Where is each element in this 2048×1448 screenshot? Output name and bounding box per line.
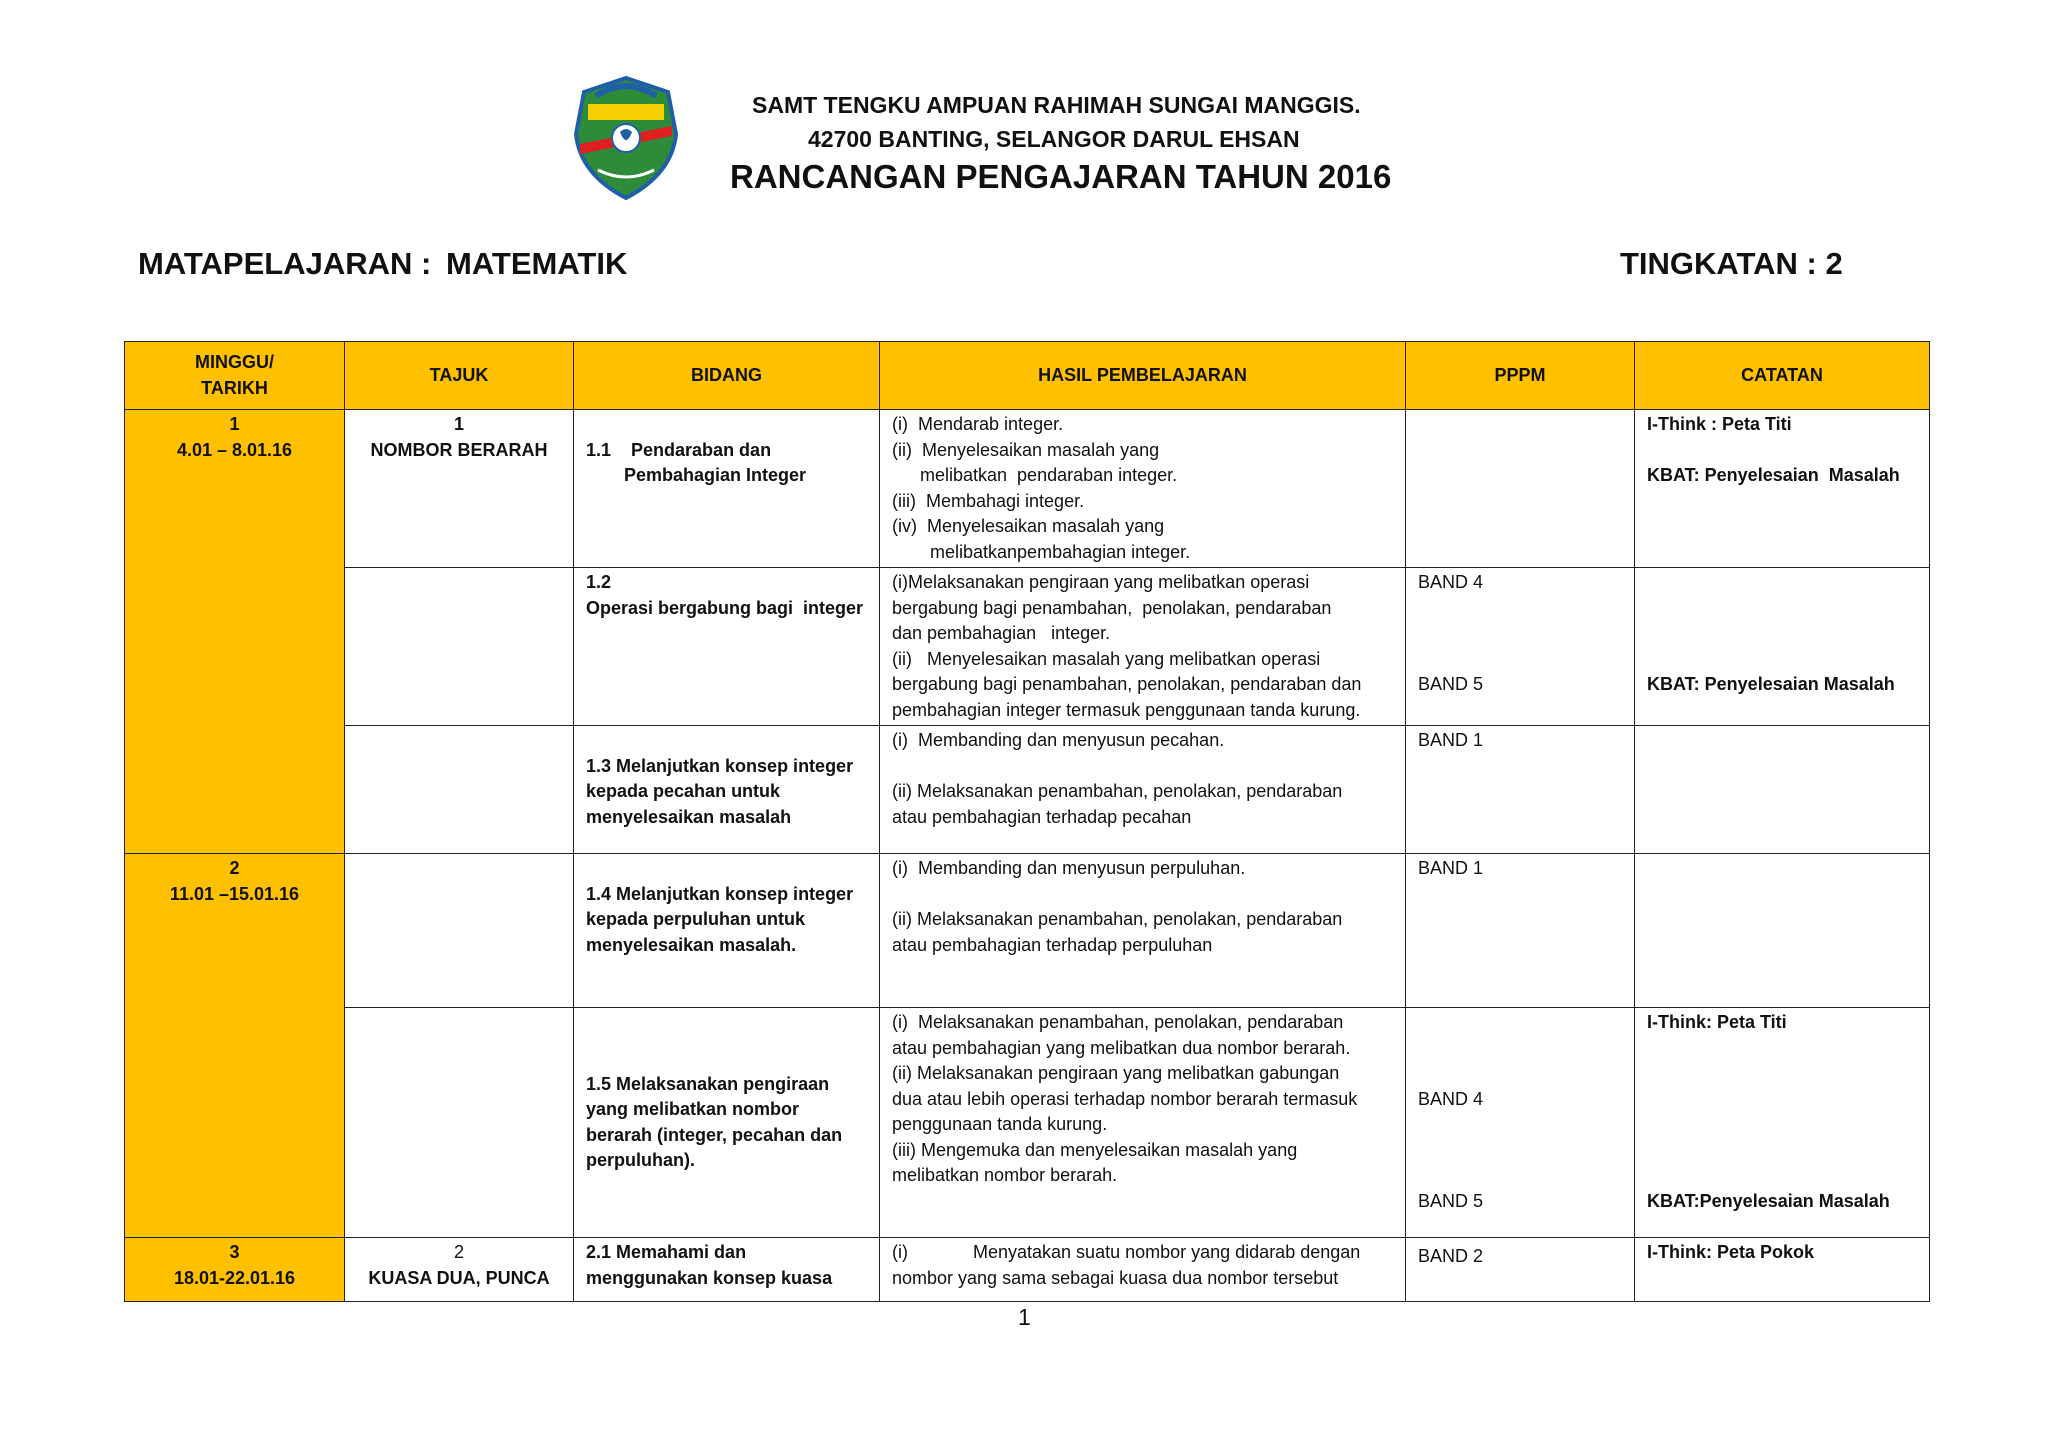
tajuk-cell: 2 KUASA DUA, PUNCA xyxy=(345,1238,574,1302)
hasil-cell: (i) Membanding dan menyusun pecahan. (ii) Melaksanakan penambahan, penolakan, pendaraban atau pembahagian terhadap pecahan xyxy=(880,726,1406,854)
week-cell: 3 18.01-22.01.16 xyxy=(125,1238,345,1302)
catatan-cell: I-Think: Peta Titi KBAT:Penyelesaian Masalah xyxy=(1635,1008,1930,1238)
table-row xyxy=(125,1238,1930,1302)
catatan-cell: I-Think: Peta Pokok xyxy=(1635,1238,1930,1302)
pppm-cell xyxy=(1406,410,1635,568)
header-pppm: PPPM xyxy=(1406,342,1635,410)
header-bidang: BIDANG xyxy=(574,342,880,410)
pppm-cell: BAND 4 BAND 5 xyxy=(1406,568,1635,726)
catatan-cell: I-Think : Peta Titi KBAT: Penyelesaian Masalah xyxy=(1635,410,1930,568)
week-cell: 1 4.01 – 8.01.16 xyxy=(125,410,345,854)
header-hasil: HASIL PEMBELAJARAN xyxy=(880,342,1406,410)
week-cell: 2 11.01 –15.01.16 xyxy=(125,854,345,1238)
subject-label: MATAPELAJARAN : xyxy=(138,246,432,281)
hasil-cell: (i) Mendarab integer. (ii) Menyelesaikan masalah yang melibatkan pendaraban integer. (iii) Membahagi integer. (iv) Menyelesaikan masalah yang melibatkanpembahagian integer. xyxy=(880,410,1406,568)
document-title: RANCANGAN PENGAJARAN TAHUN 2016 xyxy=(730,158,1392,195)
bidang-cell: 1.5 Melaksanakan pengiraan yang melibatkan nombor berarah (integer, pecahan dan perpuluhan). xyxy=(574,1008,880,1238)
hasil-cell: (i) Membanding dan menyusun perpuluhan. (ii) Melaksanakan penambahan, penolakan, pendaraban atau pembahagian terhadap perpuluhan xyxy=(880,854,1406,1008)
pppm-cell: BAND 1 xyxy=(1406,854,1635,1008)
hasil-cell: (i) Melaksanakan penambahan, penolakan, pendaraban atau pembahagian yang melibatkan dua nombor berarah. (ii) Melaksanakan pengiraan yang melibatkan gabungan dua atau lebih operasi terhadap nombor berarah termasuk penggunaan tanda kurung. (iii) Mengemuka dan menyelesaikan masalah yang melibatkan nombor berarah. xyxy=(880,1008,1406,1238)
tajuk-cell xyxy=(345,726,574,854)
school-name: SAMT TENGKU AMPUAN RAHIMAH SUNGAI MANGGIS. xyxy=(752,92,1361,118)
table-row xyxy=(125,568,1930,726)
hasil-cell: (i)Melaksanakan pengiraan yang melibatkan operasi bergabung bagi penambahan, penolakan, pendaraban dan pembahagian integer. (ii) Menyelesaikan masalah yang melibatkan operasi bergabung bagi penambahan, penolakan, pendaraban dan pembahagian integer termasuk penggunaan tanda kurung. xyxy=(880,568,1406,726)
tajuk-cell xyxy=(345,568,574,726)
bidang-cell: 1.1 Pendaraban dan Pembahagian Integer xyxy=(574,410,880,568)
hasil-cell: (i) Menyatakan suatu nombor yang didarab dengan nombor yang sama sebagai kuasa dua nombor tersebut xyxy=(880,1238,1406,1302)
header-week: MINGGU/ TARIKH xyxy=(125,342,345,410)
table-row xyxy=(125,726,1930,854)
lesson-plan-table xyxy=(124,341,1930,1302)
bidang-cell: 1.2 Operasi bergabung bagi integer xyxy=(574,568,880,726)
pppm-cell: BAND 1 xyxy=(1406,726,1635,854)
form-level: TINGKATAN : 2 xyxy=(1620,246,1843,281)
table-row xyxy=(125,854,1930,1008)
catatan-cell: KBAT: Penyelesaian Masalah xyxy=(1635,568,1930,726)
header-tajuk: TAJUK xyxy=(345,342,574,410)
pppm-cell: BAND 4 BAND 5 xyxy=(1406,1008,1635,1238)
tajuk-cell xyxy=(345,1008,574,1238)
subject-value: MATEMATIK xyxy=(446,246,628,281)
header-catatan: CATATAN xyxy=(1635,342,1930,410)
table-row xyxy=(125,410,1930,568)
tajuk-cell: 1 NOMBOR BERARAH xyxy=(345,410,574,568)
catatan-cell xyxy=(1635,854,1930,1008)
bidang-cell: 1.4 Melanjutkan konsep integer kepada perpuluhan untuk menyelesaikan masalah. xyxy=(574,854,880,1008)
bidang-cell: 1.3 Melanjutkan konsep integer kepada pecahan untuk menyelesaikan masalah xyxy=(574,726,880,854)
tajuk-cell xyxy=(345,854,574,1008)
table-header-row xyxy=(125,342,1930,410)
school-address: 42700 BANTING, SELANGOR DARUL EHSAN xyxy=(808,126,1300,152)
page-number: 1 xyxy=(1018,1304,1031,1330)
pppm-cell: BAND 2 xyxy=(1406,1238,1635,1302)
table-row xyxy=(125,1008,1930,1238)
bidang-cell: 2.1 Memahami dan menggunakan konsep kuasa xyxy=(574,1238,880,1302)
catatan-cell xyxy=(1635,726,1930,854)
